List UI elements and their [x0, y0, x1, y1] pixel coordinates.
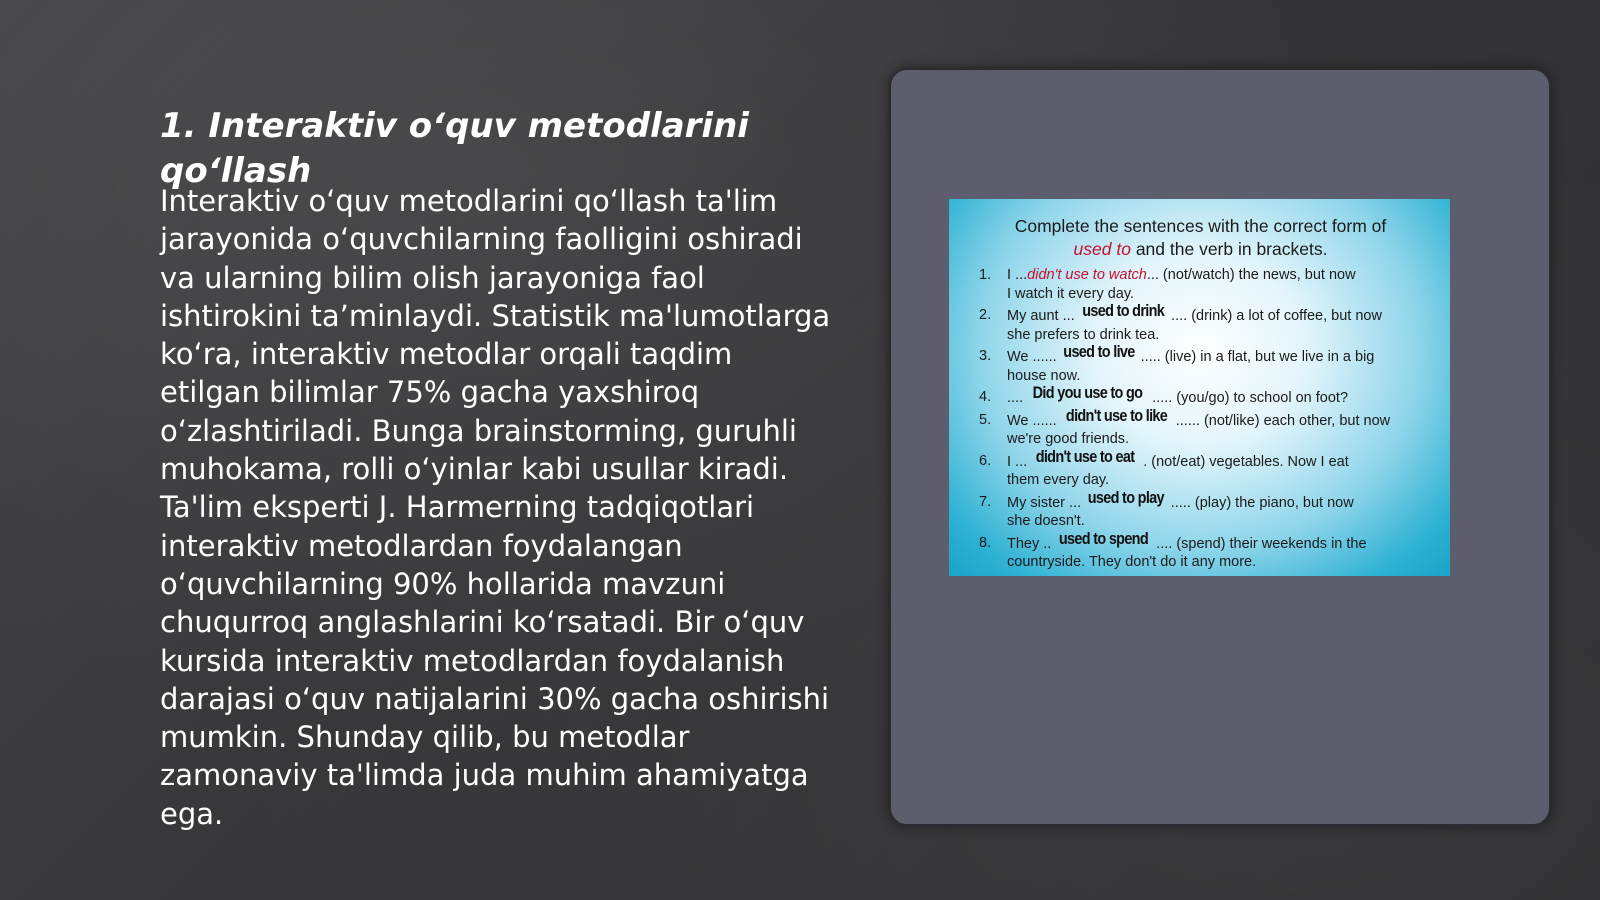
sentence-after: ... (not/watch) the news, but now	[1146, 267, 1356, 283]
worksheet-sentence	[971, 266, 1430, 303]
sentence-after: .... (spend) their weekends in the	[1156, 535, 1367, 552]
worksheet-sentence	[971, 383, 1430, 408]
sentence-number: 6.	[979, 452, 992, 469]
sentence-after: .... (drink) a lot of coffee, but now	[1171, 308, 1382, 324]
sentence-before: We ......	[1007, 349, 1057, 365]
worksheet-instructions	[971, 215, 1430, 261]
sentence-continuation: she prefers to drink tea.	[1007, 326, 1160, 343]
sentence-answer: used to spend	[1059, 528, 1149, 548]
sentence-number: 8.	[979, 534, 992, 551]
sentence-answer: used to live	[1062, 342, 1135, 361]
sentence-answer: Did you use to go	[1032, 383, 1143, 402]
worksheet-sentence	[971, 446, 1430, 490]
sentence-before: I ...	[1007, 453, 1028, 470]
slide-title: 1. Interaktiv o‘quv metodlarini qo‘llash	[160, 106, 749, 191]
sentence-number: 1.	[979, 267, 992, 283]
sentence-before: ....	[1007, 390, 1024, 406]
instruction-rest: and the verb in brackets.	[1130, 239, 1328, 259]
worksheet-sentence	[971, 405, 1430, 449]
sentence-number: 7.	[979, 493, 992, 510]
sentence-before: They ..	[1007, 535, 1052, 552]
worksheet-sentence	[971, 528, 1430, 572]
instruction-used-to: used to	[1073, 239, 1131, 259]
sentence-number: 4.	[979, 389, 992, 405]
worksheet-sentence	[971, 301, 1430, 344]
sentence-number: 2.	[979, 307, 992, 323]
sentence-before: I ...	[1007, 267, 1028, 283]
sentence-after: ..... (live) in a flat, but we live in a big	[1140, 349, 1375, 365]
instruction-line1: Complete the sentences with the correct form of	[1014, 216, 1387, 236]
sentence-before: My aunt ...	[1007, 308, 1075, 324]
sentence-answer: didn't use to eat	[1035, 446, 1135, 466]
sentence-answer: used to drink	[1081, 301, 1164, 320]
sentence-continuation: I watch it every day.	[1007, 285, 1135, 302]
sentence-answer: used to play	[1087, 487, 1164, 507]
worksheet-sentence	[971, 342, 1430, 385]
sentence-continuation: them every day.	[1007, 472, 1110, 488]
sentence-before: My sister ...	[1007, 494, 1082, 511]
sentence-continuation: she doesn't.	[1007, 513, 1085, 529]
sentence-continuation: house now.	[1007, 367, 1081, 384]
sentence-after: ...... (not/like) each other, but now	[1175, 412, 1391, 429]
sentence-number: 3.	[979, 348, 992, 364]
sentence-after: ..... (play) the piano, but now	[1170, 494, 1354, 511]
sentence-continuation: we're good friends.	[1007, 431, 1130, 447]
sentence-answer: didn't use to like	[1065, 405, 1167, 425]
worksheet-sentence	[971, 487, 1430, 531]
worksheet-sentence-list	[971, 266, 1430, 572]
slide-body-text: Interaktiv o‘quv metodlarini qo‘llash ta'lim jarayonida o‘quvchilarning faolligini oshiradi va ularning bilim olish jarayoniga faol ishtirokini ta’minlaydi. Statistik ma'lumotlarga ko‘ra, interaktiv metodlar orqali taqdim etilgan bilimlar 75% gacha yaxshiroq o‘zlashtiriladi. Bunga brainstorming, guruhli muhokama, rolli o‘yinlar kabi usullar kiradi. Ta'lim eksperti J. Harmerning tadqiqotlari interaktiv metodlardan foydalangan o‘quvchilarning 90% hollarida mavzuni chuqurroq anglashlarini ko‘rsatadi. Bir o‘quv kursida interaktiv metodlardan foydalanish darajasi o‘quv natijalarini 30% gacha oshirishi mumkin. Shunday qilib, bu metodlar zamonaviy ta'limda juda muhim ahamiyatga ega.	[160, 184, 831, 831]
worksheet-image	[949, 199, 1450, 576]
sentence-continuation: countryside. They don't do it any more.	[1007, 554, 1257, 570]
sentence-number: 5.	[979, 411, 992, 428]
sentence-before: We ......	[1007, 412, 1057, 429]
sentence-after: . (not/eat) vegetables. Now I eat	[1143, 453, 1349, 470]
sentence-after: ..... (you/go) to school on foot?	[1152, 390, 1349, 406]
sentence-answer: didn't use to watch	[1027, 267, 1147, 283]
